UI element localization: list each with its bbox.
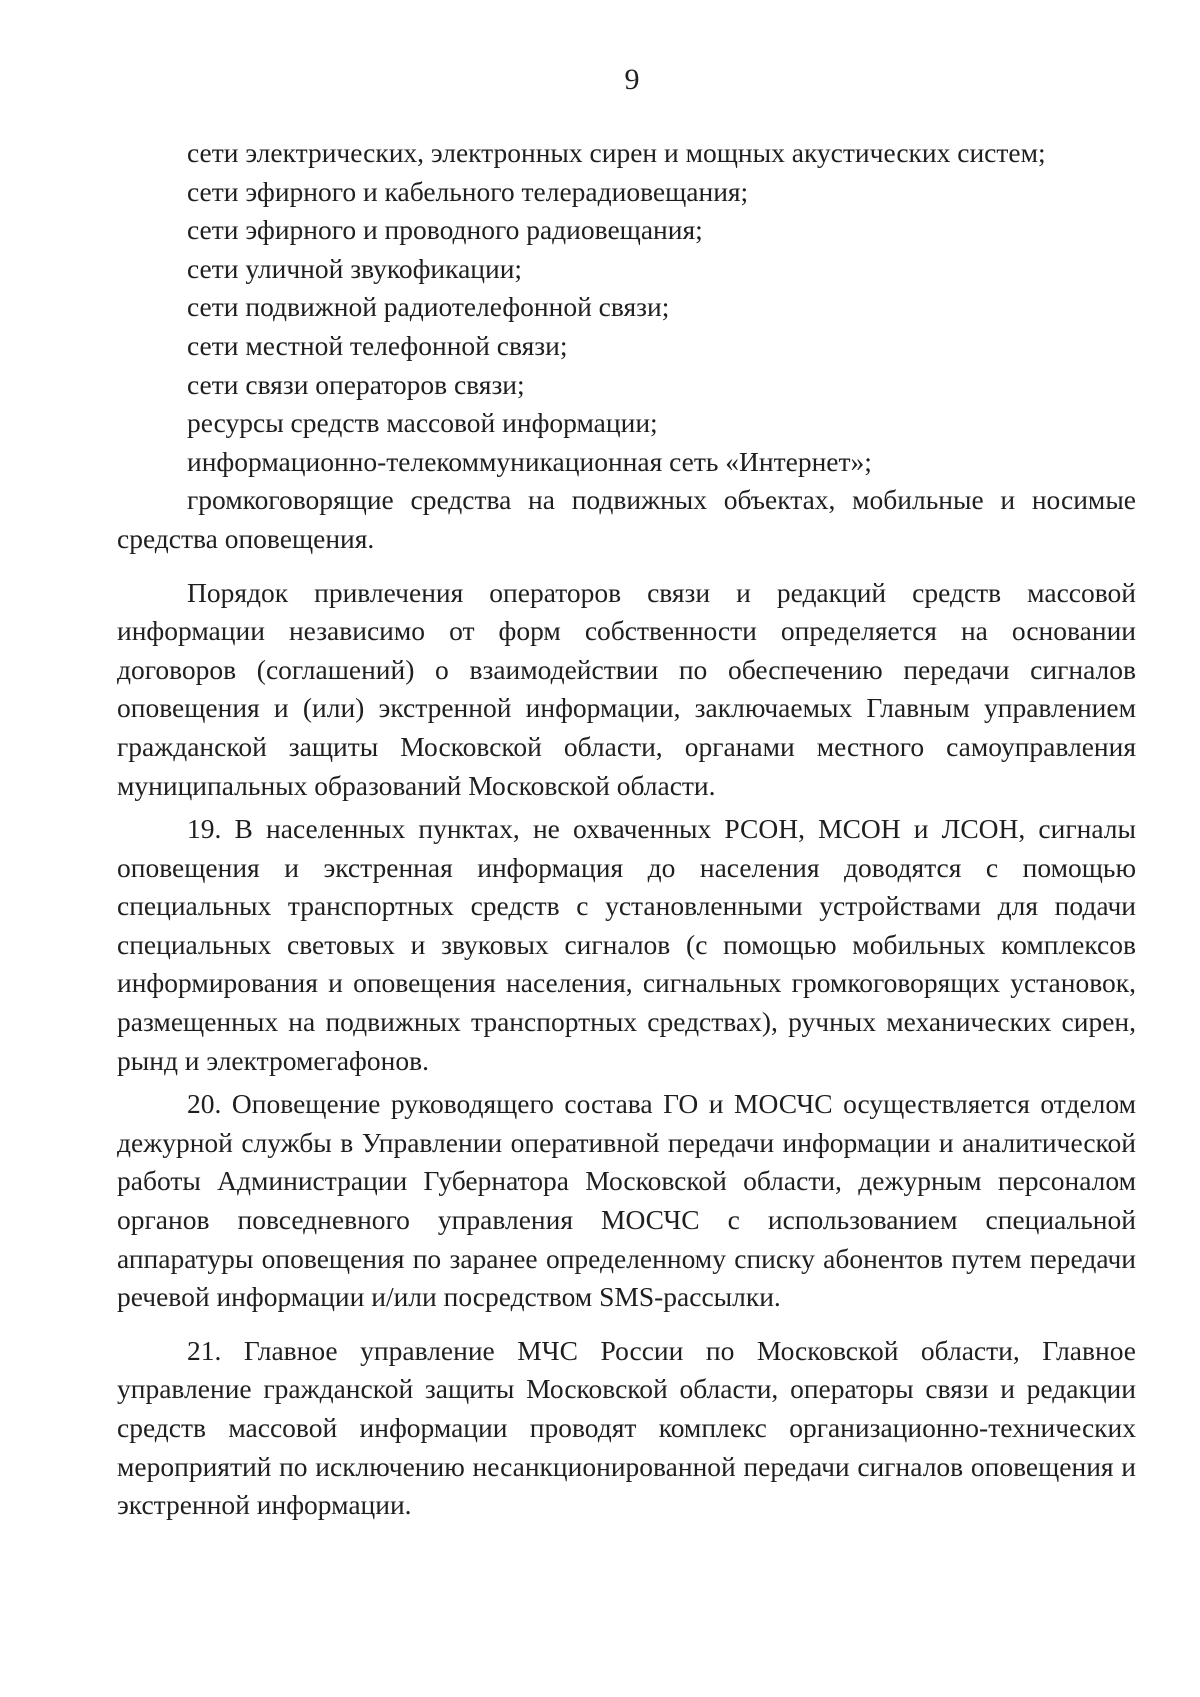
paragraph-loudspeakers: громкоговорящие средства на подвижных объектах, мобильные и носимые средства оповещения.	[117, 484, 1136, 554]
paragraph-19: 19. В населенных пунктах, не охваченных РСОН, МСОН и ЛСОН, сигналы оповещения и экстренная информация до населения доводятся с помощью специальных транспортных средств с установленными устройствами для подачи специальных световых и звуковых сигналов (с помощью мобильных комплексов информирования и оповещения населения, сигнальных громкоговорящих установок, размещенных на подвижных транспортных средствах), ручных механических сирен, рынд и электромегафонов.	[117, 813, 1136, 1076]
document-body	[117, 134, 1136, 1525]
page-number: 9	[624, 63, 640, 96]
list-item: ресурсы средств массовой информации;	[187, 407, 658, 439]
list-item: сети эфирного и проводного радиовещания;	[187, 214, 703, 246]
paragraph-21: 21. Главное управление МЧС России по Московской области, Главное управление гражданской защиты Московской области, операторы связи и редакции средств массовой информации проводят комплекс организационно-технических мероприятий по исключению несанкционированной передачи сигналов оповещения и экстренной информации.	[117, 1334, 1136, 1521]
list-item: сети связи операторов связи;	[187, 368, 525, 400]
list-item: сети уличной звукофикации;	[187, 252, 523, 284]
paragraph-20: 20. Оповещение руководящего состава ГО и МОСЧС осуществляется отделом дежурной службы в Управлении оперативной передачи информации и аналитической работы Администрации Губернатора Московской области, дежурным персоналом органов повседневного управления МОСЧС с использованием специальной аппаратуры оповещения по заранее определенному списку абонентов путем передачи речевой информации и/или посредством SMS-рассылки.	[117, 1088, 1136, 1313]
list-item: сети эфирного и кабельного телерадиовещания;	[187, 175, 749, 207]
list-item: информационно-телекоммуникационная сеть «Интернет»;	[187, 445, 872, 477]
list-item: сети местной телефонной связи;	[187, 329, 568, 361]
paragraph-procedure: Порядок привлечения операторов связи и редакций средств массовой информации независимо от форм собственности определяется на основании договоров (соглашений) о взаимодействии по обеспечению передачи сигналов оповещения и (или) экстренной информации, заключаемых Главным управлением гражданской защиты Московской области, органами местного самоуправления муниципальных образований Московской области.	[117, 576, 1136, 801]
list-item: сети электрических, электронных сирен и мощных акустических систем;	[187, 137, 1046, 168]
list-item: сети подвижной радиотелефонной связи;	[187, 291, 670, 323]
